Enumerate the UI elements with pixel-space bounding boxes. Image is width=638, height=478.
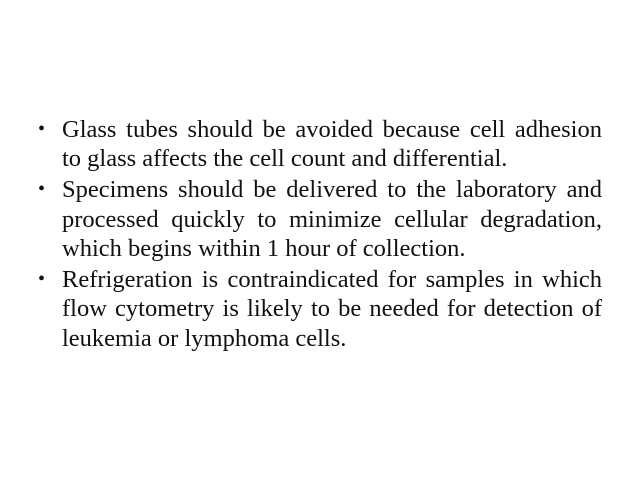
bullet-dot-icon: • [38,268,46,291]
bullet-text: Specimens should be delivered to the laboratory and processed quickly to minimize cellular degradation, which begins within 1 hour of collection. [62,176,602,263]
bullet-text: Refrigeration is contraindicated for samples in which flow cytometry is likely to be needed for detection of leukemia or lymphoma cells. [62,266,602,352]
bullet-dot-icon: • [38,118,46,140]
bullet-item-specimens [38,175,602,263]
bullet-item-glass-tubes [38,115,602,174]
bullet-dot-icon: • [38,178,46,201]
bullet-list [38,115,602,355]
bullet-item-refrigeration [38,265,602,353]
bullet-text: Glass tubes should be avoided because cell adhesion to glass affects the cell count and differential. [62,116,602,173]
